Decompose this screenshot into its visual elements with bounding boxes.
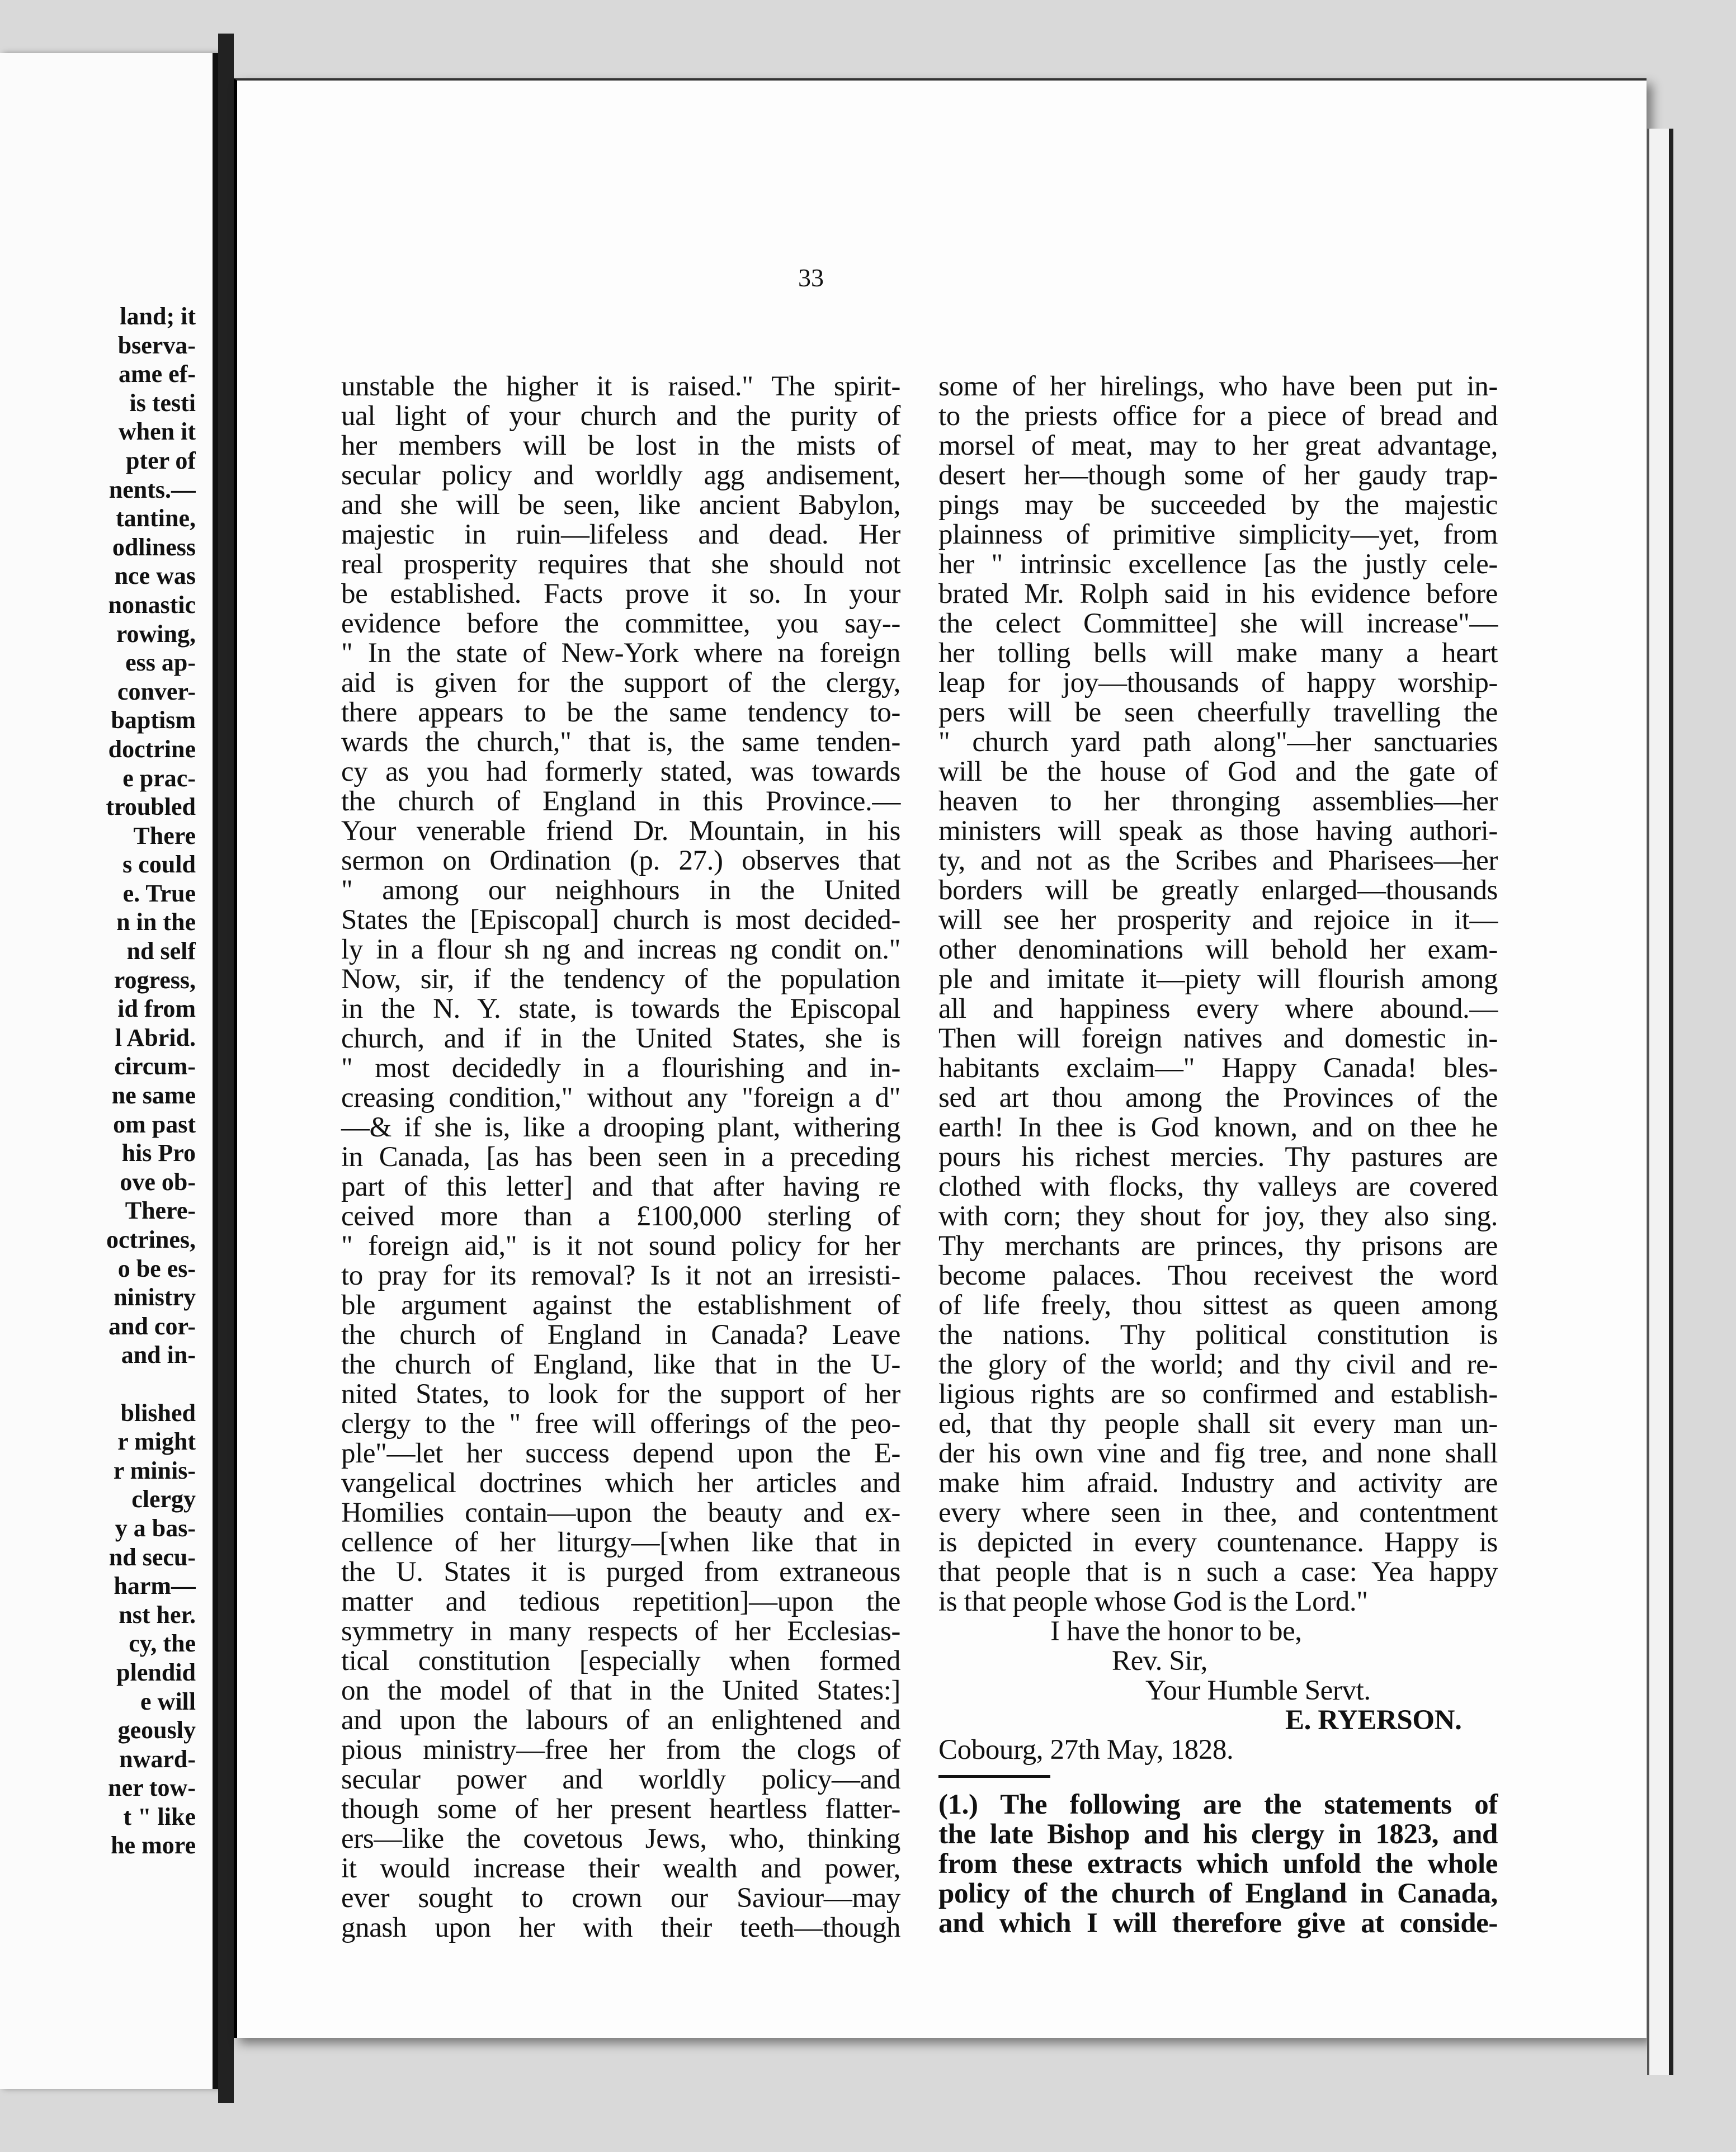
previous-page-fragment: troubled (106, 793, 196, 821)
text-line: majestic in ruin—lifeless and dead. Her (341, 519, 900, 550)
text-line: some of her hirelings, who have been put in- (938, 371, 1498, 402)
text-line: secular policy and worldly agg andisement, (341, 460, 900, 491)
previous-page-fragment: baptism (111, 706, 196, 734)
text-line: " In the state of New-York where na foreign (341, 638, 900, 669)
text-line: cy as you had formerly stated, was towards (341, 756, 900, 787)
text-line: to the priests office for a piece of bread and (938, 400, 1498, 432)
text-line: ers—like the covetous Jews, who, thinking (341, 1823, 900, 1854)
footnote-line: policy of the church of England in Canada, (938, 1878, 1498, 1909)
text-line: church, and if in the United States, she is (341, 1023, 900, 1054)
previous-page-fragment: ner tow- (108, 1774, 196, 1802)
text-line: morsel of meat, may to her great advantage, (938, 430, 1498, 461)
text-line: the U. States it is purged from extraneous (341, 1556, 900, 1588)
previous-page-fragment: ne same (111, 1082, 196, 1110)
previous-page-fragment: There (133, 822, 196, 850)
text-line: and she will be seen, like ancient Babylon, (341, 489, 900, 521)
text-line: is that people whose God is the Lord." (938, 1586, 1368, 1617)
left-column (341, 372, 900, 1943)
right-column-body (938, 372, 1498, 1617)
footnote-rule (938, 1775, 1050, 1778)
text-line: ual light of your church and the purity of (341, 400, 900, 432)
previous-page-fragment: cy, the (129, 1630, 196, 1658)
text-line: the church of England, like that in the U- (341, 1349, 900, 1380)
signature-name: E. RYERSON. (1285, 1705, 1462, 1736)
text-line: " most decidedly in a flourishing and in- (341, 1053, 900, 1084)
previous-page-fragment: t " like (123, 1802, 196, 1830)
text-line: habitants exclaim—" Happy Canada! bles- (938, 1053, 1498, 1084)
previous-page-fragment: r might (117, 1428, 196, 1456)
text-line: will be the house of God and the gate of (938, 756, 1498, 787)
previous-page-fragment: he more (111, 1832, 196, 1860)
text-line: aid is given for the support of the clergy, (341, 667, 900, 699)
previous-page-fragment: doctrine (108, 735, 196, 763)
footnote-line: from these extracts which unfold the whole (938, 1848, 1498, 1880)
text-line: borders will be greatly enlarged—thousands (938, 875, 1498, 906)
previous-page-fragment: tantine, (116, 504, 196, 532)
previous-page-fragment: blished (120, 1399, 196, 1427)
text-line: real prosperity requires that she should not (341, 549, 900, 580)
text-line: symmetry in many respects of her Ecclesias- (341, 1616, 900, 1647)
previous-page-fragment: There- (125, 1197, 196, 1225)
text-line: ministers will speak as those having authori- (938, 815, 1498, 847)
text-line: ple and imitate it—piety will flourish among (938, 964, 1498, 995)
text-line: pious ministry—free her from the clogs of (341, 1734, 900, 1766)
footnote (938, 1790, 1498, 1938)
text-line: plainness of primitive simplicity—yet, from (938, 519, 1498, 550)
text-line: tical constitution [especially when formed (341, 1645, 900, 1677)
previous-page-fragment: s could (122, 851, 196, 879)
text-line: vangelical doctrines which her articles and (341, 1467, 900, 1499)
previous-page-fragment: nonastic (108, 591, 196, 619)
previous-page-fragment: e. True (122, 879, 196, 907)
previous-page-fragment: l Abrid. (115, 1023, 196, 1051)
text-line: of life freely, thou sittest as queen among (938, 1290, 1498, 1321)
closing-honor: I have the honor to be, (1050, 1616, 1302, 1647)
text-line: " among our neighhours in the United (341, 875, 900, 906)
previous-page-fragment: geously (117, 1716, 196, 1744)
previous-page-fragment: nward- (119, 1745, 196, 1773)
text-line: though some of her present heartless flatter- (341, 1794, 900, 1825)
text-line: her " intrinsic excellence [as the justly cele- (938, 549, 1498, 580)
text-line: there appears to be the same tendency to- (341, 697, 900, 728)
text-line: States the [Episcopal] church is most decided- (341, 904, 900, 936)
previous-page-fragment: n in the (116, 908, 196, 936)
text-line: the celect Committee] she will increase"— (938, 608, 1498, 639)
book-gutter (218, 34, 234, 2103)
previous-page-fragment: e will (140, 1687, 196, 1715)
text-line: the church of England in this Province.— (341, 786, 900, 817)
text-line: evidence before the committee, you say-- (341, 608, 900, 639)
closing-salutation: Rev. Sir, (1112, 1645, 1207, 1677)
previous-page-fragment: nents.— (108, 475, 196, 503)
previous-page-fragment: id from (117, 995, 196, 1023)
previous-page-fragment: om past (113, 1110, 196, 1138)
text-line: other denominations will behold her exam- (938, 934, 1498, 965)
text-line: all and happiness every where abound.— (938, 993, 1498, 1025)
previous-page-fragment (0, 1370, 196, 1399)
previous-page-fragment: is testi (129, 389, 196, 417)
text-line: Thy merchants are princes, thy prisons are (938, 1230, 1498, 1262)
previous-page-fragment: harm— (114, 1572, 196, 1600)
text-line: will see her prosperity and rejoice in it— (938, 904, 1498, 936)
text-line: in Canada, [as has been seen in a preceding (341, 1141, 900, 1173)
text-line: ble argument against the establishment of (341, 1290, 900, 1321)
previous-page-fragment: nd secu- (108, 1543, 196, 1571)
text-line: ceived more than a £100,000 sterling of (341, 1201, 900, 1232)
text-line: it would increase their wealth and power, (341, 1853, 900, 1884)
text-line: leap for joy—thousands of happy worship- (938, 667, 1498, 699)
text-line: clergy to the " free will offerings of the peo- (341, 1408, 900, 1440)
text-line: creasing condition," without any "foreign a d" (341, 1082, 900, 1113)
text-line: the glory of the world; and thy civil and re- (938, 1349, 1498, 1380)
text-line: that people that is n such a case: Yea happy (938, 1556, 1498, 1588)
text-line: brated Mr. Rolph said in his evidence before (938, 578, 1498, 610)
text-line: ed, that thy people shall sit every man un- (938, 1408, 1498, 1440)
footnote-line: and which I will therefore give at conside- (938, 1908, 1498, 1939)
right-column (938, 372, 1498, 1938)
previous-page-fragment: when it (118, 418, 196, 446)
previous-page-fragment: rogress, (114, 966, 196, 994)
previous-page-fragment: nst her. (119, 1601, 196, 1629)
text-line: pours his richest mercies. Thy pastures are (938, 1141, 1498, 1173)
text-line: ly in a flour sh ng and increas ng condit on." (341, 934, 900, 965)
previous-page-fragment: pter of (125, 446, 196, 474)
text-line: Now, sir, if the tendency of the population (341, 964, 900, 995)
page-stack-edge (1647, 129, 1673, 2075)
previous-page-fragment: e prac- (122, 764, 196, 792)
text-line: cellence of her liturgy—[when like that in (341, 1527, 900, 1558)
text-line: Your venerable friend Dr. Mountain, in his (341, 815, 900, 847)
footnote-line: the late Bishop and his clergy in 1823, and (938, 1819, 1498, 1850)
place-and-date: Cobourg, 27th May, 1828. (938, 1734, 1234, 1766)
text-line: her members will be lost in the mists of (341, 430, 900, 461)
text-line: ple"—let her success depend upon the E- (341, 1438, 900, 1469)
text-line: desert her—though some of her gaudy trap- (938, 460, 1498, 491)
text-line: Homilies contain—upon the beauty and ex- (341, 1497, 900, 1528)
previous-page-fragment: odliness (112, 533, 196, 561)
text-line: —& if she is, like a drooping plant, withering (341, 1112, 900, 1143)
previous-page-fragment: bserva- (117, 331, 196, 359)
previous-page-fragment: ess ap- (125, 649, 196, 677)
text-line: pings may be succeeded by the majestic (938, 489, 1498, 521)
previous-page-fragment: r minis- (113, 1456, 196, 1484)
previous-page-fragment: nd self (126, 937, 196, 965)
previous-page-fragment: ninistry (114, 1283, 196, 1311)
text-line: make him afraid. Industry and activity are (938, 1467, 1498, 1499)
previous-page-fragment: and in- (121, 1341, 196, 1369)
text-line: her tolling bells will make many a heart (938, 638, 1498, 669)
text-line: nited States, to look for the support of her (341, 1379, 900, 1410)
text-line: be established. Facts prove it so. In your (341, 578, 900, 610)
previous-page-fragment: rowing, (116, 620, 196, 648)
closing-servant: Your Humble Servt. (1145, 1675, 1371, 1706)
text-line: ever sought to crown our Saviour—may (341, 1882, 900, 1914)
previous-page-fragment: o be es- (117, 1254, 196, 1282)
text-line: sed art thou among the Provinces of the (938, 1082, 1498, 1113)
text-line: secular power and worldly policy—and (341, 1764, 900, 1795)
text-line: Then will foreign natives and domestic in- (938, 1023, 1498, 1054)
text-line: earth! In thee is God known, and on thee he (938, 1112, 1498, 1143)
text-line: the nations. Thy political constitution is (938, 1319, 1498, 1351)
text-line: der his own vine and fig tree, and none shall (938, 1438, 1498, 1469)
text-line: become palaces. Thou receivest the word (938, 1260, 1498, 1291)
letter-closing (938, 1617, 1498, 1765)
text-line: pers will be seen cheerfully travelling the (938, 697, 1498, 728)
text-line: every where seen in thee, and contentment (938, 1497, 1498, 1528)
footnote-line: (1.) The following are the statements of (938, 1789, 1498, 1820)
text-line: with corn; they shout for joy, they also sing. (938, 1201, 1498, 1232)
text-line: part of this letter] and that after having re (341, 1171, 900, 1202)
previous-page-fragment: and cor- (108, 1312, 196, 1340)
previous-page-fragment: circum- (114, 1053, 196, 1080)
previous-page-fragment: clergy (131, 1485, 196, 1513)
text-line: to pray for its removal? Is it not an irresisti- (341, 1260, 900, 1291)
text-line: unstable the higher it is raised." The spirit- (341, 371, 900, 402)
text-line: sermon on Ordination (p. 27.) observes that (341, 845, 900, 876)
previous-page-fragment: y a bas- (115, 1514, 196, 1542)
previous-page-fragment: ove ob- (120, 1168, 196, 1196)
previous-page-fragment: nce was (114, 562, 196, 590)
previous-page-fragment: conver- (117, 677, 196, 705)
previous-page-edge (0, 53, 218, 2089)
previous-page-text (0, 302, 196, 1860)
previous-page-fragment: land; it (120, 303, 196, 330)
text-line: wards the church," that is, the same tenden- (341, 726, 900, 758)
text-line: is depicted in every countenance. Happy is (938, 1527, 1498, 1558)
text-line: matter and tedious repetition]—upon the (341, 1586, 900, 1617)
text-line: ty, and not as the Scribes and Pharisees—her (938, 845, 1498, 876)
previous-page-fragment: ame ef- (118, 360, 196, 388)
previous-page-fragment: octrines, (106, 1226, 196, 1253)
text-line: clothed with flocks, thy valleys are covered (938, 1171, 1498, 1202)
text-line: ligious rights are so confirmed and establish- (938, 1379, 1498, 1410)
text-line: and upon the labours of an enlightened and (341, 1705, 900, 1736)
previous-page-fragment: his Pro (121, 1139, 196, 1167)
page-number: 33 (798, 263, 824, 292)
text-line: " foreign aid," is it not sound policy for her (341, 1230, 900, 1262)
text-line: on the model of that in the United States:] (341, 1675, 900, 1706)
text-line: the church of England in Canada? Leave (341, 1319, 900, 1351)
previous-page-fragment: plendid (116, 1658, 196, 1686)
text-line: " church yard path along"—her sanctuaries (938, 726, 1498, 758)
text-line: heaven to her thronging assemblies—her (938, 786, 1498, 817)
text-line: in the N. Y. state, is towards the Episcopal (341, 993, 900, 1025)
text-line: gnash upon her with their teeth—though (341, 1912, 900, 1943)
